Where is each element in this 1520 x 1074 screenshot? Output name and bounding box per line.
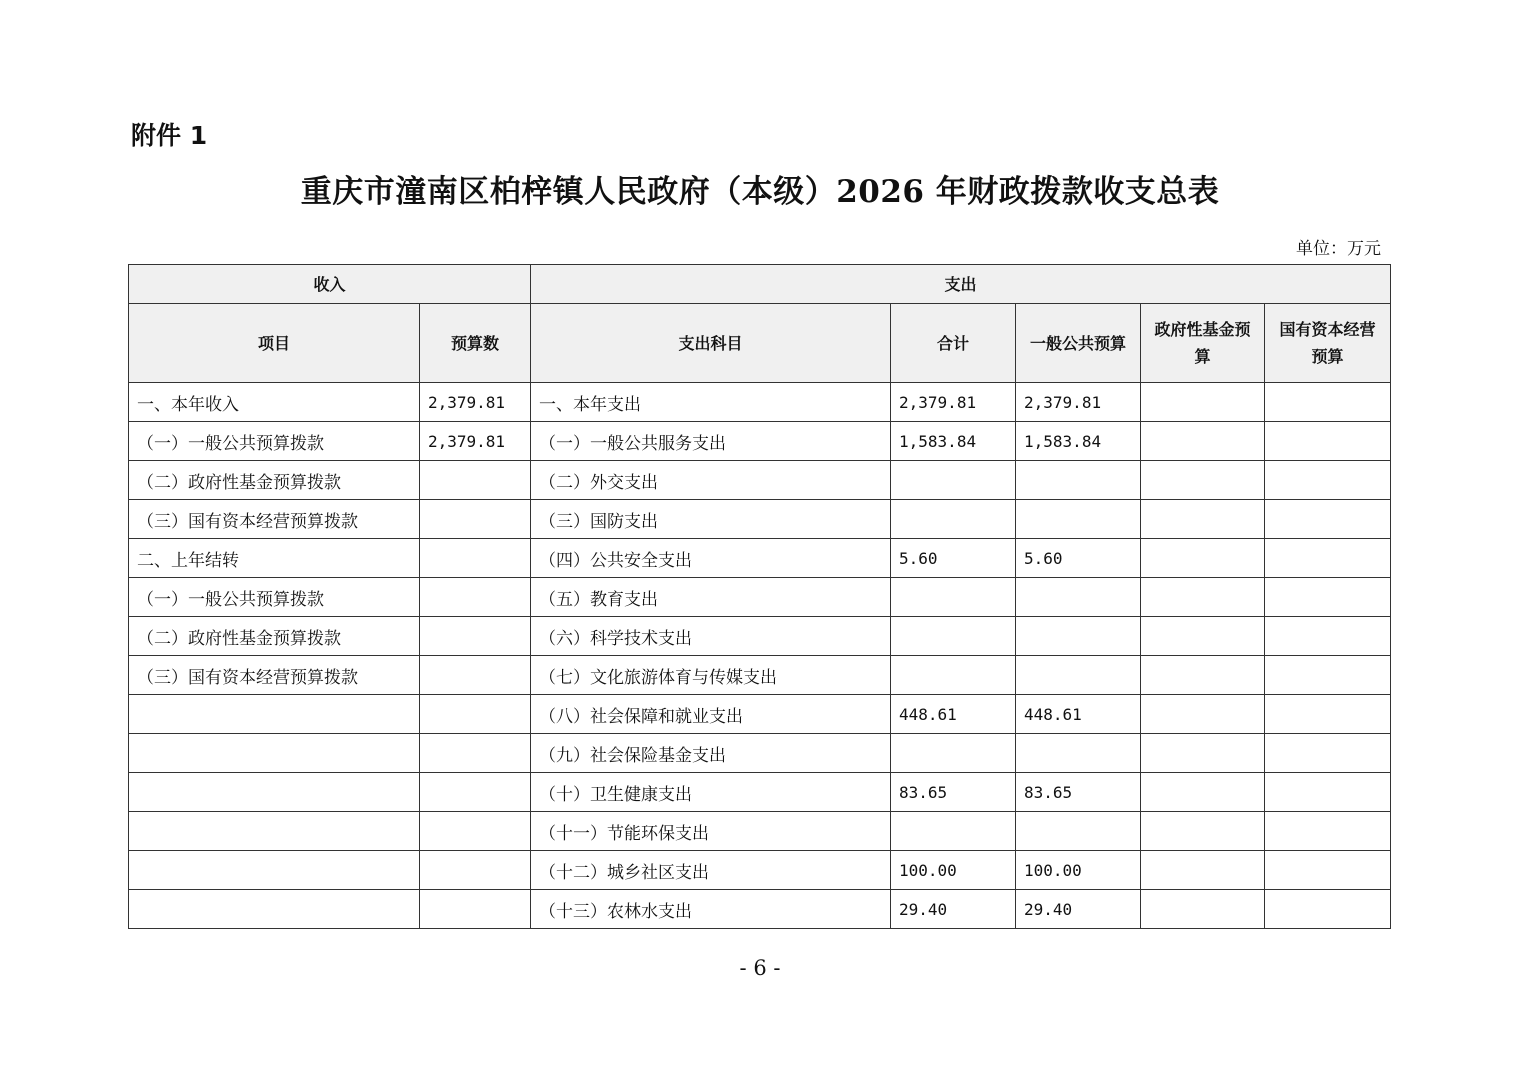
cell-item: （一）一般公共预算拨款 — [129, 422, 420, 461]
cell-gov-fund-budget — [1141, 461, 1265, 500]
cell-budget — [420, 578, 531, 617]
cell-budget: 2,379.81 — [420, 383, 531, 422]
cell-expense-subject: （二）外交支出 — [531, 461, 891, 500]
cell-state-capital-budget — [1265, 500, 1391, 539]
table-row — [129, 851, 1391, 890]
cell-total — [891, 461, 1016, 500]
cell-expense-subject: （三）国防支出 — [531, 500, 891, 539]
cell-state-capital-budget — [1265, 656, 1391, 695]
cell-budget — [420, 695, 531, 734]
cell-gov-fund-budget — [1141, 500, 1265, 539]
cell-budget — [420, 500, 531, 539]
cell-gov-fund-budget — [1141, 578, 1265, 617]
cell-item — [129, 773, 420, 812]
cell-budget: 2,379.81 — [420, 422, 531, 461]
cell-gov-fund-budget — [1141, 422, 1265, 461]
cell-budget — [420, 734, 531, 773]
cell-expense-subject: （一）一般公共服务支出 — [531, 422, 891, 461]
cell-expense-subject: （五）教育支出 — [531, 578, 891, 617]
cell-total: 5.60 — [891, 539, 1016, 578]
table-row — [129, 422, 1391, 461]
cell-item: （三）国有资本经营预算拨款 — [129, 500, 420, 539]
cell-state-capital-budget — [1265, 812, 1391, 851]
col-header-total: 合计 — [891, 304, 1016, 383]
cell-budget — [420, 851, 531, 890]
cell-gov-fund-budget — [1141, 773, 1265, 812]
cell-total — [891, 656, 1016, 695]
table-body — [129, 383, 1391, 929]
cell-state-capital-budget — [1265, 383, 1391, 422]
table-row — [129, 890, 1391, 929]
cell-state-capital-budget — [1265, 617, 1391, 656]
cell-expense-subject: （十一）节能环保支出 — [531, 812, 891, 851]
cell-state-capital-budget — [1265, 695, 1391, 734]
cell-general-public-budget: 83.65 — [1016, 773, 1141, 812]
cell-gov-fund-budget — [1141, 890, 1265, 929]
cell-expense-subject: （九）社会保险基金支出 — [531, 734, 891, 773]
cell-general-public-budget — [1016, 617, 1141, 656]
table-row — [129, 656, 1391, 695]
cell-total — [891, 734, 1016, 773]
attachment-label: 附件 1 — [131, 121, 208, 150]
cell-general-public-budget: 1,583.84 — [1016, 422, 1141, 461]
table-row — [129, 383, 1391, 422]
cell-total: 2,379.81 — [891, 383, 1016, 422]
cell-state-capital-budget — [1265, 539, 1391, 578]
cell-item: （三）国有资本经营预算拨款 — [129, 656, 420, 695]
cell-state-capital-budget — [1265, 734, 1391, 773]
col-header-state-capital-budget: 国有资本经营预算 — [1265, 304, 1391, 383]
table-row — [129, 500, 1391, 539]
table-row — [129, 773, 1391, 812]
cell-item — [129, 734, 420, 773]
document-title: 重庆市潼南区柏梓镇人民政府（本级）2026 年财政拨款收支总表 — [300, 174, 1220, 210]
cell-item — [129, 851, 420, 890]
cell-expense-subject: （六）科学技术支出 — [531, 617, 891, 656]
table-row — [129, 539, 1391, 578]
cell-gov-fund-budget — [1141, 812, 1265, 851]
cell-general-public-budget: 29.40 — [1016, 890, 1141, 929]
cell-expense-subject: （四）公共安全支出 — [531, 539, 891, 578]
cell-state-capital-budget — [1265, 851, 1391, 890]
cell-gov-fund-budget — [1141, 617, 1265, 656]
table-row — [129, 461, 1391, 500]
cell-state-capital-budget — [1265, 773, 1391, 812]
cell-total — [891, 500, 1016, 539]
cell-general-public-budget: 2,379.81 — [1016, 383, 1141, 422]
income-header: 收入 — [129, 265, 531, 304]
cell-general-public-budget: 5.60 — [1016, 539, 1141, 578]
cell-total — [891, 617, 1016, 656]
cell-general-public-budget — [1016, 461, 1141, 500]
cell-total: 100.00 — [891, 851, 1016, 890]
column-header-row — [129, 304, 1391, 383]
cell-gov-fund-budget — [1141, 539, 1265, 578]
cell-expense-subject: 一、本年支出 — [531, 383, 891, 422]
cell-total: 29.40 — [891, 890, 1016, 929]
table-row — [129, 695, 1391, 734]
table-row — [129, 812, 1391, 851]
cell-expense-subject: （七）文化旅游体育与传媒支出 — [531, 656, 891, 695]
unit-label: 单位：万元 — [1296, 239, 1381, 259]
cell-budget — [420, 890, 531, 929]
cell-general-public-budget — [1016, 500, 1141, 539]
group-header-row — [129, 265, 1391, 304]
col-header-gov-fund-budget: 政府性基金预算 — [1141, 304, 1265, 383]
cell-budget — [420, 461, 531, 500]
cell-total: 1,583.84 — [891, 422, 1016, 461]
cell-item: （二）政府性基金预算拨款 — [129, 617, 420, 656]
cell-total: 83.65 — [891, 773, 1016, 812]
cell-general-public-budget — [1016, 812, 1141, 851]
cell-state-capital-budget — [1265, 890, 1391, 929]
cell-item — [129, 812, 420, 851]
cell-gov-fund-budget — [1141, 656, 1265, 695]
cell-general-public-budget: 100.00 — [1016, 851, 1141, 890]
cell-item — [129, 695, 420, 734]
cell-budget — [420, 812, 531, 851]
cell-gov-fund-budget — [1141, 383, 1265, 422]
cell-item: 二、上年结转 — [129, 539, 420, 578]
cell-item — [129, 890, 420, 929]
cell-expense-subject: （十）卫生健康支出 — [531, 773, 891, 812]
cell-general-public-budget — [1016, 734, 1141, 773]
cell-general-public-budget — [1016, 578, 1141, 617]
cell-gov-fund-budget — [1141, 851, 1265, 890]
cell-item: （二）政府性基金预算拨款 — [129, 461, 420, 500]
col-header-budget: 预算数 — [420, 304, 531, 383]
cell-item: （一）一般公共预算拨款 — [129, 578, 420, 617]
cell-budget — [420, 617, 531, 656]
cell-budget — [420, 656, 531, 695]
cell-general-public-budget — [1016, 656, 1141, 695]
budget-table — [128, 264, 1391, 929]
col-header-item: 项目 — [129, 304, 420, 383]
expenditure-header: 支出 — [531, 265, 1391, 304]
cell-gov-fund-budget — [1141, 695, 1265, 734]
cell-budget — [420, 539, 531, 578]
table-row — [129, 734, 1391, 773]
cell-expense-subject: （十二）城乡社区支出 — [531, 851, 891, 890]
cell-budget — [420, 773, 531, 812]
cell-state-capital-budget — [1265, 422, 1391, 461]
col-header-expense-subject: 支出科目 — [531, 304, 891, 383]
cell-item: 一、本年收入 — [129, 383, 420, 422]
cell-state-capital-budget — [1265, 578, 1391, 617]
page-number: - 6 - — [739, 956, 781, 980]
cell-gov-fund-budget — [1141, 734, 1265, 773]
cell-expense-subject: （八）社会保障和就业支出 — [531, 695, 891, 734]
cell-total: 448.61 — [891, 695, 1016, 734]
cell-state-capital-budget — [1265, 461, 1391, 500]
cell-expense-subject: （十三）农林水支出 — [531, 890, 891, 929]
cell-total — [891, 578, 1016, 617]
cell-total — [891, 812, 1016, 851]
cell-general-public-budget: 448.61 — [1016, 695, 1141, 734]
col-header-general-public-budget: 一般公共预算 — [1016, 304, 1141, 383]
table-row — [129, 617, 1391, 656]
table-row — [129, 578, 1391, 617]
